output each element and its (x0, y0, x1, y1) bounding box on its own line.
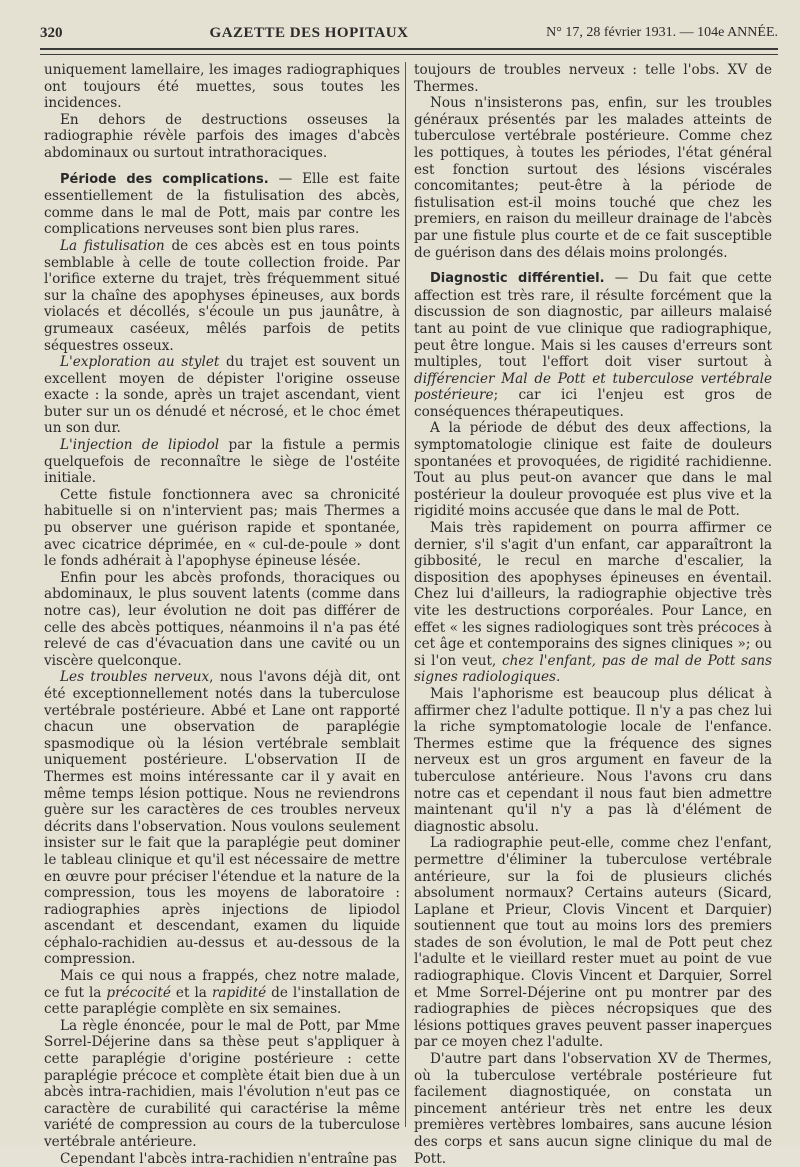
paragraph: toujours de troubles nerveux : telle l'obs. XV de Thermes. (414, 62, 772, 95)
page-number: 320 (40, 24, 63, 41)
paragraph: La radiographie peut-elle, comme chez l'enfant, permettre d'éliminer la tuberculose vertébrale antérieure, sur la foi de plusieurs clichés absolument normaux? Certains auteurs (Sicard, Laplane et Prieur, Clovis Vincent et Darquier) soutiennent que tout au moins lors des premiers stades de son évolution, le mal de Pott peut chez l'adulte et le vieillard rester muet au point de vue radiographique. Clovis Vincent et Darquier, Sorrel et Mme Sorrel-Déjerine ont pu montrer par des radiographies de pièces nécropsiques que des lésions pottiques graves peuvent passer inaperçues par ce moyen chez l'adulte. (414, 835, 772, 1051)
paragraph: Nous n'insisterons pas, enfin, sur les troubles généraux présentés par les malades atteints de tuberculose vertébrale postérieure. Comme chez les pottiques, à toutes les périodes, l'état général est fonction surtout des lésions viscérales concomitantes; peut-être à la période de fistulisation est-il moins touché que chez les premiers, en raison du meilleur drainage de l'abcès par une fistule plus courte et de ce fait susceptible de guérison dans des délais moins prolongés. (414, 95, 772, 261)
section-heading: Période des complications. (60, 171, 269, 187)
header-rule-thin (40, 54, 778, 55)
paragraph: uniquement lamellaire, les images radiographiques ont toujours été muettes, sous toutes les incidences. (44, 62, 400, 112)
issue-info: N° 17, 28 février 1931. — 104e ANNÉE. (546, 25, 778, 40)
column-divider (405, 62, 406, 1127)
paragraph: Mais l'aphorisme est beaucoup plus délicat à affirmer chez l'adulte pottique. Il n'y a pas chez lui la riche symptomatologie locale de l'enfance. Thermes estime que la fréquence des signes nerveux est un gros argument en faveur de la tuberculose antérieure. Nous l'avons cru dans notre cas et cependant il nous faut bien admettre maintenant qu'il n'y a pas là d'élément de diagnostic absolu. (414, 685, 772, 835)
paragraph: Cette fistule fonctionnera avec sa chronicité habituelle si on n'intervient pas; mais Thermes a pu observer une guérison rapide et spontanée, avec cicatrice déprimée, en « cul-de-poule » dont le fonds adhérait à l'apophyse épineuse lésée. (44, 486, 400, 570)
page-header (40, 22, 778, 44)
paragraph: La fistulisation de ces abcès est en tous points semblable à celle de toute collection froide. Par l'orifice externe du trajet, très fréquemment situé sur la chaîne des apophyses épineuses, aux bords violacés et décollés, s'écoule un pus jaunâtre, à grumeaux caséeux, mêlés parfois de petits séquestres osseux. (44, 237, 400, 354)
paragraph: D'autre part dans l'observation XV de Thermes, où la tuberculose vertébrale postérieure fut facilement diagnostiquée, on constata un pincement antérieur très net entre les deux premières vertèbres lombaires, sans aucune lésion des corps et sans aucun signe clinique du mal de Pott. (414, 1051, 772, 1167)
journal-title: GAZETTE DES HOPITAUX (209, 24, 409, 41)
paragraph: A la période de début des deux affections, la symptomatologie clinique est faite de douleurs spontanées et provoquées, de rigidité rachidienne. Tout au plus peut-on avancer que dans le mal postérieur la douleur provoquée est plus vive et la rigidité moins accusée que dans le mal de Pott. (414, 420, 772, 520)
paragraph: Période des complications. — Elle est faite essentiellement de la fistulisation des abcès, comme dans le mal de Pott, mais par contre les complications nerveuses sont bien plus rares. (44, 170, 401, 238)
left-column (44, 62, 401, 1167)
paragraph: L'injection de lipiodol par la fistule a permis quelquefois de reconnaître le siège de l'ostéite initiale. (44, 437, 401, 487)
paragraph: Les troubles nerveux, nous l'avons déjà dit, ont été exceptionnellement notés dans la tuberculose vertébrale postérieure. Abbé et Lane ont rapporté chacun une observation de paraplégie spasmodique où la lésion vertébrale semblait uniquement postérieure. L'observation II de Thermes est moins intéressante car il y avait en même temps lésion pottique. Nous ne reviendrons guère sur les caractères de ces troubles nerveux décrits dans l'observation. Nous voulons seulement insister sur le fait que la paraplégie peut dominer le tableau clinique et qu'il est nécessaire de mettre en œuvre pour préciser l'étendue et la nature de la compression, tous les moyens de laboratoire : radiographies après injections de lipiodol ascendant et descendant, examen du liquide céphalo-rachidien au-dessus et au-dessous de la compression. (44, 669, 400, 968)
header-rule-thick (40, 48, 778, 50)
paragraph: Mais très rapidement on pourra affirmer ce dernier, s'il s'agit d'un enfant, car apparaîtront la gibbosité, le recul en marche d'escalier, la disposition des apophyses épineuses en éventail. Chez lui d'ailleurs, la radiographie objective très vite les destructions corporéales. Pour Lance, en effet « les signes radiologiques sont très précoces à cet âge et contemporains des signes cliniques »; ou si l'on veut, chez l'enfant, pas de mal de Pott sans signes radiologiques. (414, 520, 772, 686)
paragraph: Cependant l'abcès intra-rachidien n'entraîne pas (60, 1150, 397, 1167)
paragraph: L'exploration au stylet du trajet est souvent un excellent moyen de dépister l'origine osseuse exacte : la sonde, après un trajet ascendant, vient buter sur un os dénudé et nécrosé, et le choc émet un son dur. (44, 354, 400, 437)
paragraph: En dehors de destructions osseuses la radiographie révèle parfois des images d'abcès abdominaux ou surtout intrathoraciques. (44, 111, 400, 161)
paragraph: La règle énoncée, pour le mal de Pott, par Mme Sorrel-Déjerine dans sa thèse peut s'appliquer à cette paraplégie d'origine postérieure : cette paraplégie précoce et complète était bien due à un abcès intra-rachidien, mais l'évolution n'eut pas ce caractère de curabilité qui caractérise la même variété de compression au cours de la tuberculose vertébrale antérieure. (44, 1017, 400, 1150)
paragraph: Enfin pour les abcès profonds, thoraciques ou abdominaux, le plus souvent latents (comme dans notre cas), leur évolution ne doit pas différer de celle des abcès pottiques, néanmoins il n'a pas été relevé de cas d'évacuation dans une cavité ou un viscère quelconque. (44, 569, 400, 669)
paragraph: Mais ce qui nous a frappés, chez notre malade, ce fut la précocité et la rapidité de l'installation de cette paraplégie complète en six semaines. (44, 968, 400, 1018)
right-column (414, 62, 772, 1167)
paragraph: Diagnostic différentiel. — Du fait que cette affection est très rare, il résulte forcément que la discussion de son diagnostic, par ailleurs malaisé tant au point de vue clinique que radiographique, peut être longue. Mais si les causes d'erreurs sont multiples, tout l'effort doit viser surtout à différencier Mal de Pott et tuberculose vertébrale postérieure; car ici l'enjeu est gros de conséquences thérapeutiques. (414, 270, 772, 420)
section-heading: Diagnostic différentiel. (430, 271, 605, 287)
